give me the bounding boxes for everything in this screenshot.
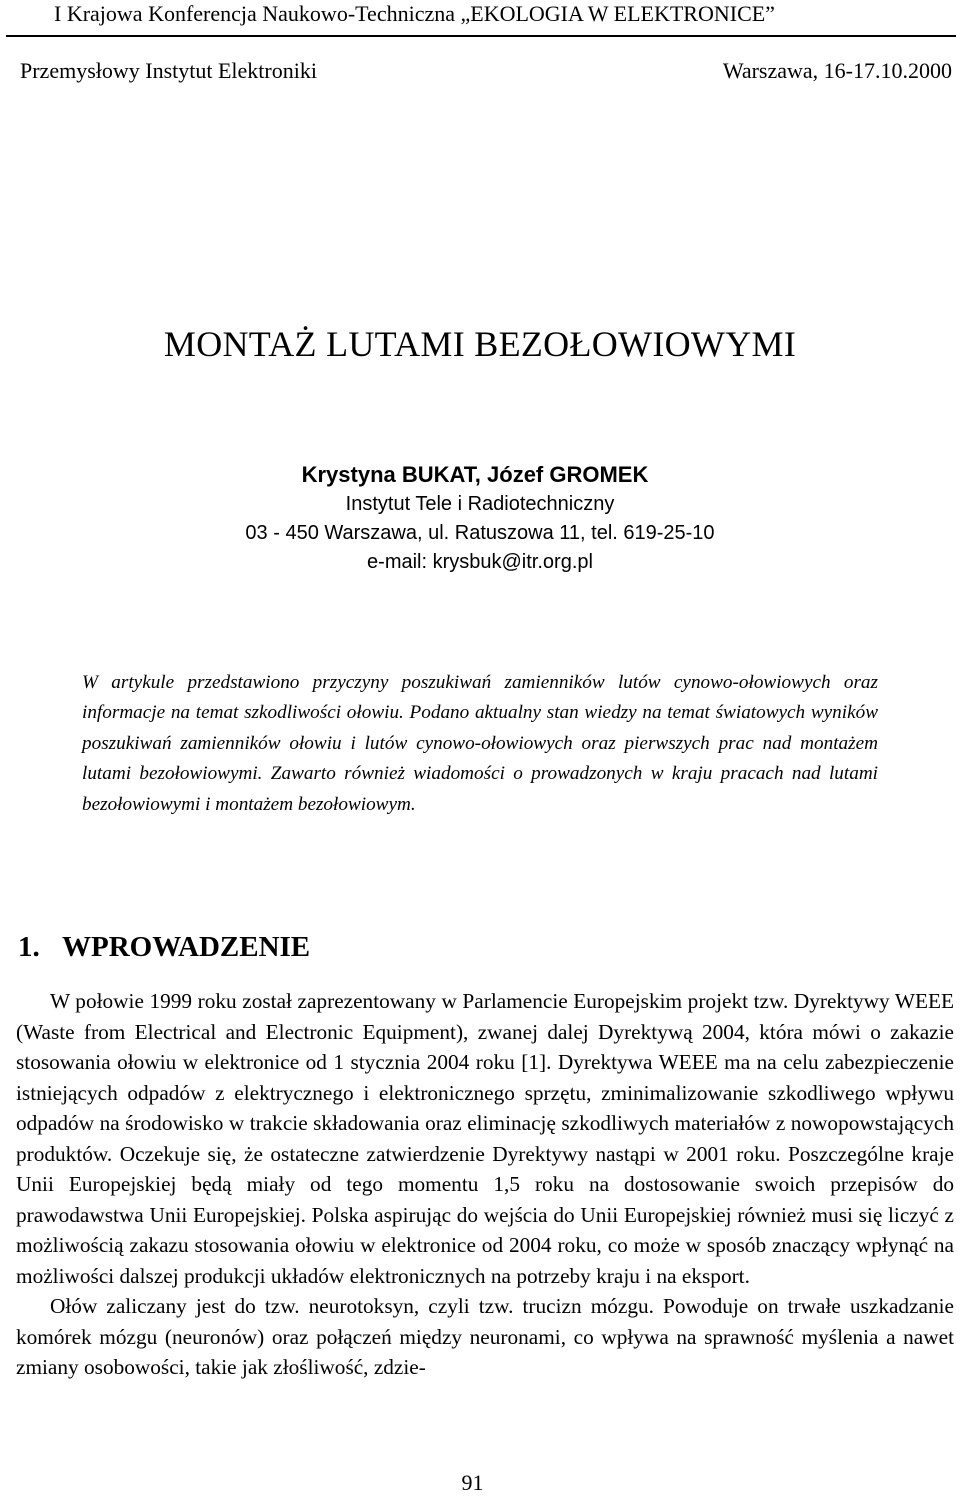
header-meta: [20, 58, 952, 84]
conference-header: I Krajowa Konferencja Naukowo-Techniczna „EKOLOGIA W ELEKTRONICE”: [54, 1, 775, 26]
author-address: 03 - 450 Warszawa, ul. Ratuszowa 11, tel. 619-25-10: [245, 522, 715, 544]
paragraph: Ołów zaliczany jest do tzw. neurotoksyn, czyli tzw. trucizn mózgu. Powoduje on trwałe uszkadzanie komórek mózgu (neuronów) oraz połączeń między neuronami, co wpływa na sprawność myślenia a nawet zmiany osobowości, takie jak złośliwość, zdzie-: [16, 1294, 954, 1379]
author-affiliation: Instytut Tele i Radiotechniczny: [345, 493, 615, 515]
place-date: Warszawa, 16-17.10.2000: [722, 58, 952, 83]
header-rule: [6, 35, 956, 37]
author-email: e-mail: krysbuk@itr.org.pl: [367, 551, 593, 573]
paper-title: MONTAŻ LUTAMI BEZOŁOWIOWYMI: [163, 324, 797, 364]
section-title: WPROWADZENIE: [62, 931, 311, 963]
body-text: [16, 986, 954, 1383]
author-names: Krystyna BUKAT, Józef GROMEK: [301, 462, 649, 487]
page-number: 91: [461, 1470, 484, 1495]
section-number: 1.: [18, 931, 40, 963]
section-heading: [18, 928, 310, 966]
institute-name: Przemysłowy Instytut Elektroniki: [20, 58, 317, 83]
paragraph: W połowie 1999 roku został zaprezentowany w Parlamencie Europejskim projekt tzw. Dyrektywy WEEE (Waste from Electrical and Electronic Equipment), zwanej dalej Dyrektywą 2004, która mówi o zakazie stosowania ołowiu w elektronice od 1 stycznia 2004 roku [1]. Dyrektywa WEEE ma na celu zabezpieczenie istniejących odpadów z elektrycznego i elektronicznego sprzętu, zminimalizowanie szkodliwego wpływu odpadów na środowisko w trakcie składowania oraz eliminację szkodliwych materiałów z nowopowstających produktów. Oczekuje się, że ostateczne zatwierdzenie Dyrektywy nastąpi w 2001 roku. Poszczególne kraje Unii Europejskiej będą miały od tego momentu 1,5 roku na dostosowanie swoich przepisów do prawodawstwa Unii Europejskiej. Polska aspirując do wejścia do Unii Europejskiej również musi się liczyć z możliwością zakazu stosowania ołowiu w elektronice od 2004 roku, co może w sposób znaczący wpłynąć na możliwości dalszej produkcji układów elektronicznych na potrzeby kraju i na eksport.: [16, 989, 954, 1288]
author-block: [0, 460, 960, 577]
abstract: W artykule przedstawiono przyczyny poszukiwań zamienników lutów cynowo-ołowiowych oraz informacje na temat szkodliwości ołowiu. Podano aktualny stan wiedzy na temat światowych wyników poszukiwań zamienników ołowiu i lutów cynowo-ołowiowych oraz pierwszych prac nad montażem lutami bezołowiowymi. Zawarto również wiadomości o prowadzonych w kraju pracach nad lutami bezołowiowymi i montażem bezołowiowym.: [82, 672, 878, 815]
